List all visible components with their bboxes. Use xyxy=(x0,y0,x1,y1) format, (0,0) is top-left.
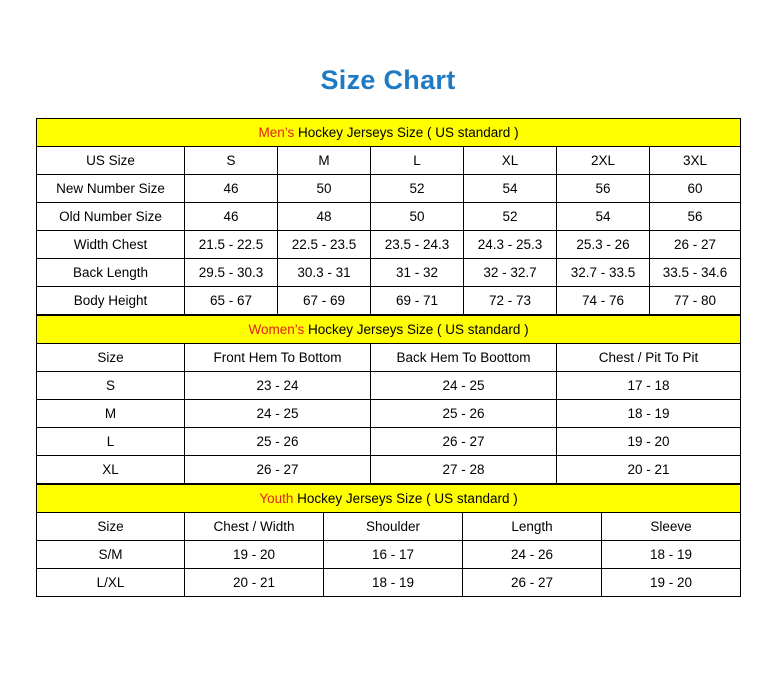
womens-col-2: Back Hem To Boottom xyxy=(371,343,557,371)
table-row xyxy=(37,427,741,455)
mens-r3-c2: 30.3 - 31 xyxy=(278,258,371,286)
mens-r0-c2: 50 xyxy=(278,174,371,202)
mens-r1-c4: 52 xyxy=(464,202,557,230)
womens-col-0: Size xyxy=(37,343,185,371)
mens-r4-c2: 67 - 69 xyxy=(278,286,371,314)
womens-col-3: Chest / Pit To Pit xyxy=(557,343,741,371)
mens-col-0: US Size xyxy=(37,146,185,174)
mens-r1-c2: 48 xyxy=(278,202,371,230)
mens-r0-c5: 56 xyxy=(557,174,650,202)
mens-r2-c0: Width Chest xyxy=(37,230,185,258)
youth-col-2: Shoulder xyxy=(324,512,463,540)
mens-banner-accent: Men’s xyxy=(258,124,295,140)
youth-banner-rest: Hockey Jerseys Size ( US standard ) xyxy=(293,490,518,506)
mens-r0-c0: New Number Size xyxy=(37,174,185,202)
mens-r4-c1: 65 - 67 xyxy=(185,286,278,314)
mens-r1-c5: 54 xyxy=(557,202,650,230)
womens-r0-c3: 17 - 18 xyxy=(557,371,741,399)
womens-r3-c0: XL xyxy=(37,455,185,483)
mens-r2-c6: 26 - 27 xyxy=(650,230,741,258)
mens-r1-c3: 50 xyxy=(371,202,464,230)
mens-col-6: 3XL xyxy=(650,146,741,174)
mens-r4-c4: 72 - 73 xyxy=(464,286,557,314)
table-header-row xyxy=(37,512,741,540)
table-row xyxy=(37,540,741,568)
youth-r1-c1: 20 - 21 xyxy=(185,568,324,596)
mens-size-table xyxy=(36,118,741,315)
mens-r2-c2: 22.5 - 23.5 xyxy=(278,230,371,258)
mens-r3-c0: Back Length xyxy=(37,258,185,286)
youth-r0-c1: 19 - 20 xyxy=(185,540,324,568)
mens-col-5: 2XL xyxy=(557,146,650,174)
mens-r1-c1: 46 xyxy=(185,202,278,230)
womens-r2-c1: 25 - 26 xyxy=(185,427,371,455)
womens-r2-c0: L xyxy=(37,427,185,455)
youth-r0-c4: 18 - 19 xyxy=(602,540,741,568)
mens-r3-c4: 32 - 32.7 xyxy=(464,258,557,286)
youth-col-1: Chest / Width xyxy=(185,512,324,540)
mens-r1-c6: 56 xyxy=(650,202,741,230)
mens-r2-c4: 24.3 - 25.3 xyxy=(464,230,557,258)
mens-r0-c3: 52 xyxy=(371,174,464,202)
womens-r1-c3: 18 - 19 xyxy=(557,399,741,427)
mens-r3-c3: 31 - 32 xyxy=(371,258,464,286)
womens-r2-c2: 26 - 27 xyxy=(371,427,557,455)
mens-r3-c1: 29.5 - 30.3 xyxy=(185,258,278,286)
mens-col-3: L xyxy=(371,146,464,174)
mens-r2-c5: 25.3 - 26 xyxy=(557,230,650,258)
table-header-row xyxy=(37,343,741,371)
mens-banner-rest: Hockey Jerseys Size ( US standard ) xyxy=(294,124,519,140)
womens-banner-rest: Hockey Jerseys Size ( US standard ) xyxy=(304,321,529,337)
mens-r4-c5: 74 - 76 xyxy=(557,286,650,314)
youth-size-table xyxy=(36,484,741,597)
womens-size-table xyxy=(36,315,741,484)
mens-r3-c6: 33.5 - 34.6 xyxy=(650,258,741,286)
youth-r1-c2: 18 - 19 xyxy=(324,568,463,596)
mens-banner xyxy=(37,118,741,146)
womens-r3-c3: 20 - 21 xyxy=(557,455,741,483)
mens-r2-c3: 23.5 - 24.3 xyxy=(371,230,464,258)
mens-col-2: M xyxy=(278,146,371,174)
youth-r1-c0: L/XL xyxy=(37,568,185,596)
womens-r0-c0: S xyxy=(37,371,185,399)
mens-r0-c6: 60 xyxy=(650,174,741,202)
womens-r3-c2: 27 - 28 xyxy=(371,455,557,483)
mens-r2-c1: 21.5 - 22.5 xyxy=(185,230,278,258)
womens-r1-c2: 25 - 26 xyxy=(371,399,557,427)
table-header-row xyxy=(37,146,741,174)
womens-r1-c1: 24 - 25 xyxy=(185,399,371,427)
youth-r0-c0: S/M xyxy=(37,540,185,568)
size-tables-container xyxy=(36,118,740,597)
table-row xyxy=(37,202,741,230)
table-row xyxy=(37,455,741,483)
youth-banner xyxy=(37,484,741,512)
table-row xyxy=(37,230,741,258)
womens-banner-accent: Women’s xyxy=(248,321,305,337)
youth-banner-accent: Youth xyxy=(259,490,294,506)
womens-banner xyxy=(37,315,741,343)
mens-r0-c4: 54 xyxy=(464,174,557,202)
table-banner-row xyxy=(37,315,741,343)
mens-r0-c1: 46 xyxy=(185,174,278,202)
mens-r4-c3: 69 - 71 xyxy=(371,286,464,314)
womens-r2-c3: 19 - 20 xyxy=(557,427,741,455)
mens-r4-c0: Body Height xyxy=(37,286,185,314)
table-row xyxy=(37,371,741,399)
mens-r4-c6: 77 - 80 xyxy=(650,286,741,314)
table-row xyxy=(37,399,741,427)
youth-r0-c2: 16 - 17 xyxy=(324,540,463,568)
table-row xyxy=(37,258,741,286)
mens-r3-c5: 32.7 - 33.5 xyxy=(557,258,650,286)
youth-col-3: Length xyxy=(463,512,602,540)
table-row xyxy=(37,286,741,314)
mens-r1-c0: Old Number Size xyxy=(37,202,185,230)
youth-col-4: Sleeve xyxy=(602,512,741,540)
table-banner-row xyxy=(37,484,741,512)
womens-r0-c1: 23 - 24 xyxy=(185,371,371,399)
table-row xyxy=(37,174,741,202)
mens-col-1: S xyxy=(185,146,278,174)
youth-r1-c3: 26 - 27 xyxy=(463,568,602,596)
womens-r3-c1: 26 - 27 xyxy=(185,455,371,483)
youth-r1-c4: 19 - 20 xyxy=(602,568,741,596)
youth-col-0: Size xyxy=(37,512,185,540)
mens-col-4: XL xyxy=(464,146,557,174)
womens-col-1: Front Hem To Bottom xyxy=(185,343,371,371)
table-banner-row xyxy=(37,118,741,146)
womens-r1-c0: M xyxy=(37,399,185,427)
table-row xyxy=(37,568,741,596)
youth-r0-c3: 24 - 26 xyxy=(463,540,602,568)
womens-r0-c2: 24 - 25 xyxy=(371,371,557,399)
page-title: Size Chart xyxy=(320,65,456,95)
